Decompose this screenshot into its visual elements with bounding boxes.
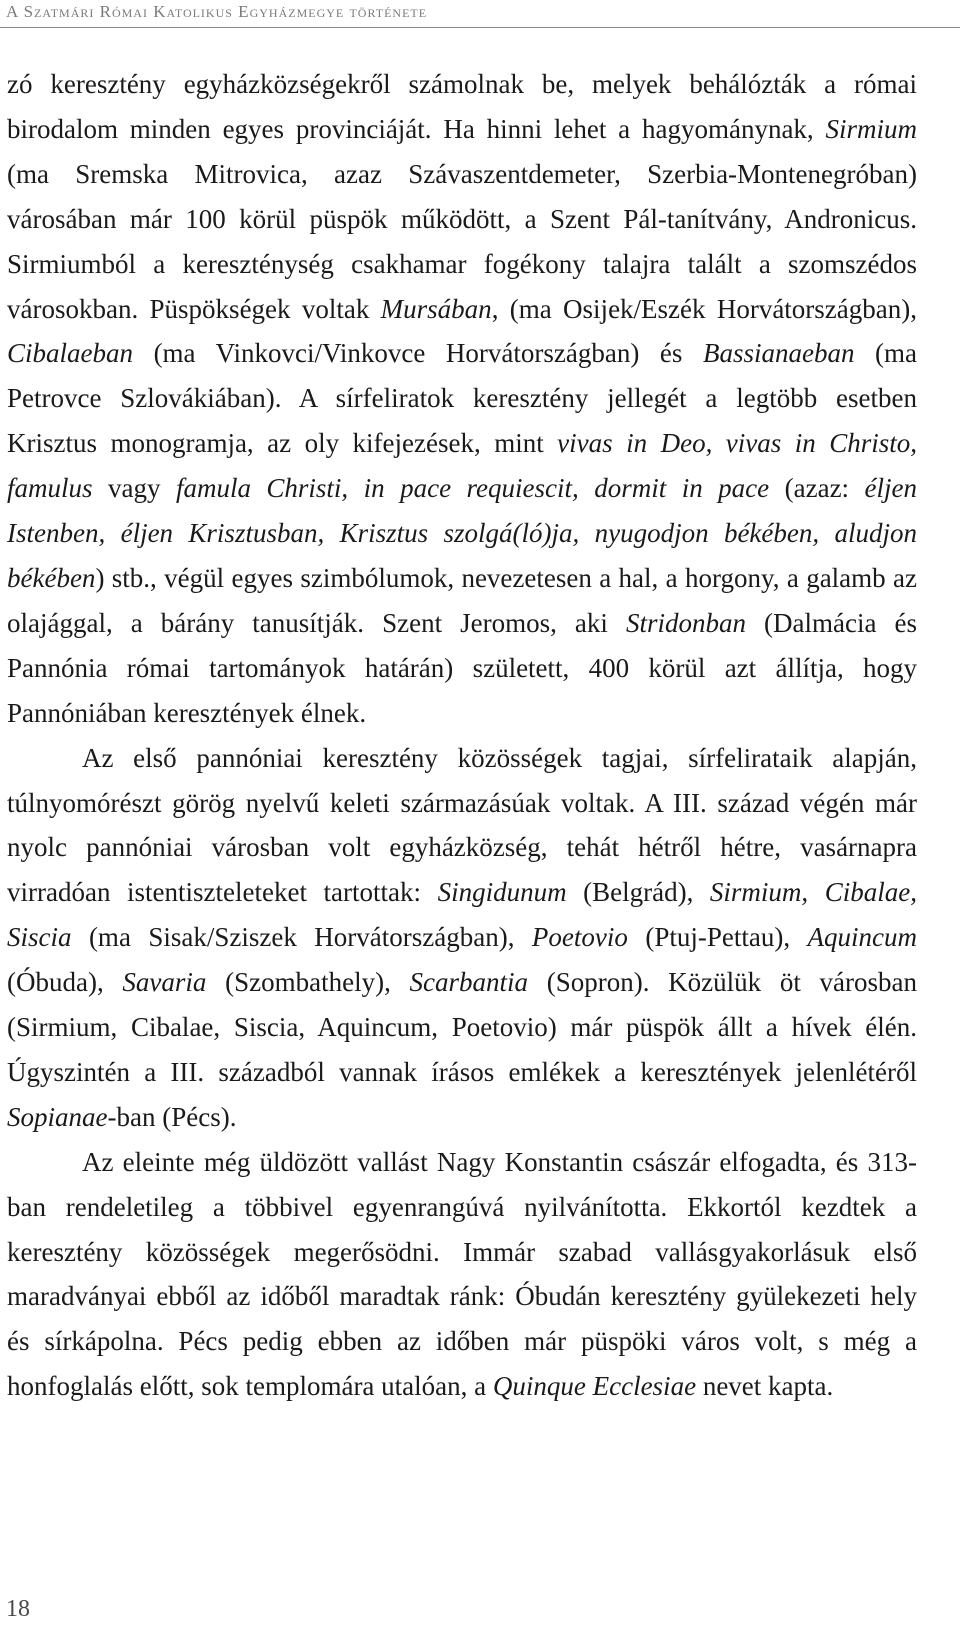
header-divider (0, 27, 960, 28)
running-header-title: A Szatmári Római Katolikus Egyházmegye története (6, 2, 428, 21)
italic-run: Sopianae (7, 1101, 108, 1132)
text-run: vagy (92, 473, 176, 504)
text-run: (Sopron). Közülük öt városban (Sirmium, Cibalae, Siscia, Aquincum, Poetovio) már püspök állt a hívek élén. Úgyszintén a III. századból vannak írásos emlékek a keresztények jelenlétéről (7, 967, 917, 1087)
text-run: nevet kapta. (696, 1371, 834, 1402)
body-text (7, 62, 917, 1409)
italic-run: Mursában (380, 293, 492, 324)
italic-run: Singidunum (437, 877, 567, 908)
text-run: (ma Vinkovci/Vinkovce Horvátországban) és (133, 338, 703, 369)
text-run: (ma Sremska Mitrovica, azaz Szávaszentdemeter, Szerbia-Montenegróban) városában már 100 körül püspök működött, a Szent Pál-tanítvány, Andronicus. Sirmiumból a kereszténység csakhamar fogékony talajra talált a szomszédos városokban. Püspökségek voltak (7, 158, 917, 324)
italic-run: Sirmium, Cibalae, Siscia (7, 877, 917, 953)
text-run: -ban (Pécs). (107, 1101, 237, 1132)
paragraph-2 (7, 736, 917, 1140)
italic-run: Stridonban (625, 607, 746, 638)
text-run: Az első pannóniai keresztény közösségek tagjai, sírfelirataik alapján, túlnyomórészt görög nyelvű keleti származásúak voltak. A III. század végén már nyolc pannóniai városban volt egyházközség, tehát hétről hétre, vasárnapra virradóan istentiszteleteket tartottak: (7, 742, 917, 908)
italic-run: Sirmium (825, 113, 917, 144)
italic-run: Poetovio (531, 922, 628, 953)
italic-run: Aquincum (807, 922, 917, 953)
text-run: ) stb., végül egyes szimbólumok, nevezetesen a hal, a horgony, a galamb az olajággal, a bárány tanusítják. Szent Jeromos, aki (7, 562, 917, 638)
text-run: (Szombathely), (206, 967, 410, 998)
italic-run: Cibalaeban (7, 338, 133, 369)
paragraph-1 (7, 62, 917, 736)
text-run: Az eleinte még üldözött vallást Nagy Konstantin császár elfogadta, és 313-ban rendeletileg a többivel egyenrangúvá nyilvánította. Ekkortól kezdtek a keresztény közösségek megerősödni. Immár szabad vallásgyakorlásuk első maradványai ebből az időből maradtak ránk: Óbudán keresztény gyülekezeti hely és sírkápolna. Pécs pedig ebben az időben már püspöki város volt, s még a honfoglalás előtt, sok templomára utalóan, a (7, 1146, 917, 1402)
text-run: (ma Sisak/Sziszek Horvátországban), (71, 922, 532, 953)
italic-run: Scarbantia (409, 967, 529, 998)
page-number: 18 (6, 1596, 30, 1622)
text-run: (azaz: (769, 473, 865, 504)
text-run: zó keresztény egyházközségekről számolnak be, melyek behálózták a római birodalom minden egyes provinciáját. Ha hinni lehet a hagyománynak, (7, 69, 917, 144)
text-run: (Ptuj-Pettau), (627, 922, 808, 953)
italic-run: Savaria (122, 967, 207, 998)
text-run: (Óbuda), (7, 967, 123, 998)
text-run: (ma Petrovce Szlovákiában). A sírfeliratok keresztény jellegét a legtöbb esetben Krisztus monogramja, az oly kifejezések, mint (7, 338, 917, 459)
text-run: (Dalmácia és Pannónia római tartományok határán) született, 400 körül azt állítja, hogy Pannóniában keresztények élnek. (7, 607, 918, 728)
italic-run: vivas in Deo, vivas in Christo, famulus (7, 428, 917, 504)
text-run: (Belgrád), (566, 877, 710, 908)
italic-run: Bassianaeban (702, 338, 855, 369)
text-run: , (ma Osijek/Eszék Horvátországban), (491, 293, 918, 324)
italic-run: famula Christi, in pace requiescit, dormit in pace (175, 473, 770, 504)
italic-run: Quinque Ecclesiae (492, 1371, 697, 1402)
italic-run: éljen Istenben, éljen Krisztusban, Krisztus szolgá(ló)ja, nyugodjon békében, aludjon békében (7, 473, 918, 593)
paragraph-3 (7, 1140, 917, 1409)
